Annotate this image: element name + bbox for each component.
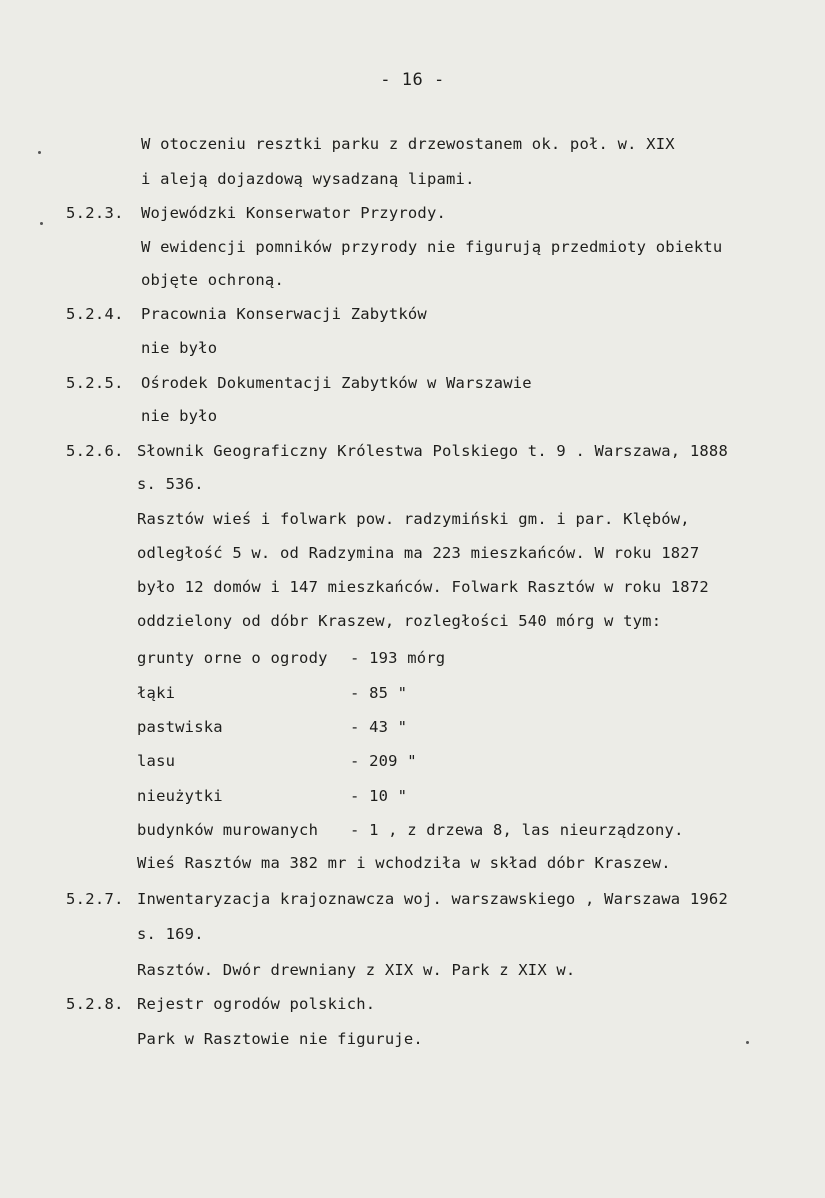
section-closing: Wieś Rasztów ma 382 mr i wchodziła w skład dóbr Kraszew. xyxy=(137,854,671,872)
section-line: objęte ochroną. xyxy=(141,271,284,289)
land-label: łąki xyxy=(137,684,176,702)
intro-line: W otoczeniu resztki parku z drzewostanem ok. poł. w. XIX xyxy=(141,135,675,153)
land-value: - 10 " xyxy=(350,787,408,805)
section-heading: Wojewódzki Konserwator Przyrody. xyxy=(141,204,447,222)
land-value: - 43 " xyxy=(350,718,408,736)
section-number: 5.2.6. xyxy=(66,442,124,460)
scan-speck xyxy=(38,151,41,154)
land-value: - 209 " xyxy=(350,752,417,770)
land-label: pastwiska xyxy=(137,718,223,736)
section-line: było 12 domów i 147 mieszkańców. Folwark Rasztów w roku 1872 xyxy=(137,578,709,596)
section-number: 5.2.3. xyxy=(66,204,124,222)
section-line: nie było xyxy=(141,339,218,357)
land-value: - 193 mórg xyxy=(350,649,446,667)
section-line: Rasztów wieś i folwark pow. radzymiński gm. i par. Klębów, xyxy=(137,510,690,528)
land-label: grunty orne o ogrody xyxy=(137,649,328,667)
section-line: s. 169. xyxy=(137,925,204,943)
section-number: 5.2.4. xyxy=(66,305,124,323)
section-number: 5.2.8. xyxy=(66,995,124,1013)
section-line: Park w Rasztowie nie figuruje. xyxy=(137,1030,423,1048)
section-line: Rasztów. Dwór drewniany z XIX w. Park z XIX w. xyxy=(137,961,576,979)
section-heading: Ośrodek Dokumentacji Zabytków w Warszawie xyxy=(141,374,532,392)
land-value: - 1 , z drzewa 8, las nieurządzony. xyxy=(350,821,684,839)
intro-line: i aleją dojazdową wysadzaną lipami. xyxy=(141,170,475,188)
land-label: budynków murowanych xyxy=(137,821,319,839)
section-line: W ewidencji pomników przyrody nie figurują przedmioty obiektu xyxy=(141,238,723,256)
section-number: 5.2.7. xyxy=(66,890,124,908)
scan-speck xyxy=(40,222,43,225)
land-label: lasu xyxy=(137,752,176,770)
section-line: nie było xyxy=(141,407,218,425)
section-number: 5.2.5. xyxy=(66,374,124,392)
section-line: oddzielony od dóbr Kraszew, rozległości 540 mórg w tym: xyxy=(137,612,662,630)
scan-speck xyxy=(746,1041,749,1044)
land-label: nieużytki xyxy=(137,787,223,805)
section-heading: Pracownia Konserwacji Zabytków xyxy=(141,305,427,323)
section-heading: Słownik Geograficzny Królestwa Polskiego t. 9 . Warszawa, 1888 xyxy=(137,442,728,460)
section-heading: Inwentaryzacja krajoznawcza woj. warszawskiego , Warszawa 1962 xyxy=(137,890,728,908)
section-heading: Rejestr ogrodów polskich. xyxy=(137,995,376,1013)
land-value: - 85 " xyxy=(350,684,408,702)
section-line: s. 536. xyxy=(137,475,204,493)
page-number: - 16 - xyxy=(380,70,445,90)
section-line: odległość 5 w. od Radzymina ma 223 mieszkańców. W roku 1827 xyxy=(137,544,700,562)
